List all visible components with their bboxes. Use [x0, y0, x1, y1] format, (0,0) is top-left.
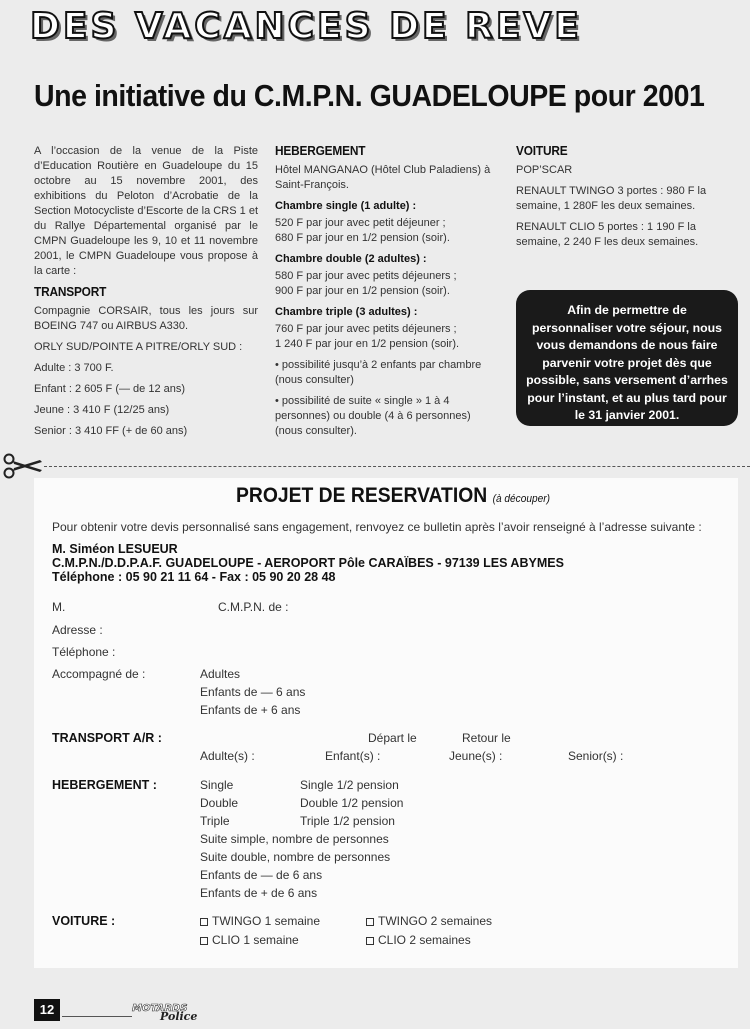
- cut-line: [44, 466, 750, 467]
- accomp-option[interactable]: Adultes: [200, 667, 241, 681]
- intro-text: A l’occasion de la venue de la Piste d’Education Routière en Guadeloupe du 15 octobre au 15 novembre 2001, des exhibitions du Peloton d’Acrobatie de la Section Motocycliste d’Escorte de la CRS 1 et du Rallye Départemental organisé par le CMPN Guadeloupe les 9, 10 et 11 novembre 2001, le CMPN Guadeloupe vous propose à la carte :: [34, 145, 258, 277]
- hotel-text: Hôtel MANGANAO (Hôtel Club Paladiens) à Saint-François.: [275, 164, 491, 191]
- transport-jeune[interactable]: Jeune(s) :: [449, 749, 503, 763]
- triple-line: 1 240 F par jour en 1/2 pension (soir).: [275, 338, 460, 350]
- field-cmpn-label[interactable]: C.M.P.N. de :: [218, 600, 289, 614]
- voiture-column: [516, 144, 740, 256]
- transport-route: ORLY SUD/POINTE A PITRE/ORLY SUD :: [34, 341, 243, 353]
- price-senior: Senior : 3 410 FF (+ de 60 ans): [34, 425, 188, 437]
- svg-text:Police: Police: [160, 1010, 198, 1021]
- heb-option[interactable]: Suite double, nombre de personnes: [200, 850, 391, 864]
- triple-title: Chambre triple (3 adultes) :: [275, 306, 418, 318]
- page-subtitle: Une initiative du C.M.P.N. GUADELOUPE pour 2001: [34, 78, 705, 113]
- heb-option[interactable]: Single: [200, 778, 234, 792]
- transport-enfant[interactable]: Enfant(s) :: [325, 749, 381, 763]
- page-number: 12: [34, 999, 60, 1021]
- depart-field[interactable]: Départ le: [368, 731, 417, 745]
- voiture-heading: VOITURE: [516, 144, 568, 158]
- hebergement-label: HEBERGEMENT :: [52, 778, 157, 792]
- contact-name: M. Siméon LESUEUR: [52, 542, 178, 556]
- transport-adulte[interactable]: Adulte(s) :: [200, 749, 255, 763]
- form-title-text: PROJET DE RESERVATION: [236, 484, 488, 507]
- single-line: 520 F par jour avec petit déjeuner ;: [275, 217, 446, 229]
- triple-line: 760 F par jour avec petits déjeuners ;: [275, 323, 457, 335]
- field-accompagne-label: Accompagné de :: [52, 667, 146, 681]
- checkbox-icon[interactable]: [200, 918, 208, 926]
- voiture-option[interactable]: CLIO 2 semaines: [366, 933, 471, 947]
- voiture-label: VOITURE :: [52, 914, 116, 928]
- field-telephone-label[interactable]: Téléphone :: [52, 645, 116, 659]
- transport-heading: TRANSPORT: [34, 285, 107, 299]
- heb-option[interactable]: Enfants de — de 6 ans: [200, 868, 323, 882]
- voiture-option[interactable]: TWINGO 2 semaines: [366, 914, 492, 928]
- voiture-company: POP’SCAR: [516, 164, 573, 176]
- single-line: 680 F par jour en 1/2 pension (soir).: [275, 232, 450, 244]
- form-instructions: Pour obtenir votre devis personnalisé sans engagement, renvoyez ce bulletin après l’avoir renseigné à l’adresse suivante :: [52, 520, 702, 534]
- voiture-option[interactable]: CLIO 1 semaine: [200, 933, 299, 947]
- hebergement-column: [275, 144, 499, 445]
- twingo-price: RENAULT TWINGO 3 portes : 980 F la semaine, 1 280F les deux semaines.: [516, 185, 707, 212]
- price-adulte: Adulte : 3 700 F.: [34, 362, 114, 374]
- child-note: • possibilité jusqu’à 2 enfants par chambre (nous consulter): [275, 359, 482, 386]
- form-title-note: (à découper): [492, 493, 550, 505]
- scissors-icon: [2, 453, 44, 479]
- form-title: [236, 484, 550, 508]
- footer-rule: [62, 1016, 132, 1017]
- heb-option[interactable]: Triple 1/2 pension: [300, 814, 395, 828]
- svg-text:MOTARDS: MOTARDS: [132, 1003, 188, 1014]
- clio-price: RENAULT CLIO 5 portes : 1 190 F la semaine, 2 240 F les deux semaines.: [516, 221, 699, 248]
- retour-field[interactable]: Retour le: [462, 731, 511, 745]
- field-adresse-label[interactable]: Adresse :: [52, 623, 103, 637]
- checkbox-icon[interactable]: [200, 937, 208, 945]
- transport-company: Compagnie CORSAIR, tous les jours sur BOEING 747 ou AIRBUS A330.: [34, 305, 258, 332]
- heb-option[interactable]: Enfants de + de 6 ans: [200, 886, 318, 900]
- accomp-option[interactable]: Enfants de + 6 ans: [200, 703, 301, 717]
- price-enfant: Enfant : 2 605 F (— de 12 ans): [34, 383, 186, 395]
- callout-box: Afin de permettre de personnaliser votre séjour, nous vous demandons de nous faire parvenir votre projet dès que possible, sans versement d’arrhes pour l’instant, et au plus tard pour le 31 janvier 2001.: [516, 290, 738, 426]
- field-m-label[interactable]: M.: [52, 600, 66, 614]
- heb-option[interactable]: Double: [200, 796, 239, 810]
- heb-option[interactable]: Double 1/2 pension: [300, 796, 404, 810]
- price-jeune: Jeune : 3 410 F (12/25 ans): [34, 404, 170, 416]
- double-line: 580 F par jour avec petits déjeuners ;: [275, 270, 457, 282]
- page-title: DES VACANCES DE REVE: [30, 6, 582, 47]
- transport-senior[interactable]: Senior(s) :: [568, 749, 624, 763]
- contact-phone: Téléphone : 05 90 21 11 64 - Fax : 05 90 20 28 48: [52, 570, 336, 584]
- heb-option[interactable]: Single 1/2 pension: [300, 778, 399, 792]
- heb-option[interactable]: Triple: [200, 814, 230, 828]
- checkbox-icon[interactable]: [366, 918, 374, 926]
- double-title: Chambre double (2 adultes) :: [275, 253, 427, 265]
- hebergement-heading: HEBERGEMENT: [275, 144, 366, 158]
- single-title: Chambre single (1 adulte) :: [275, 200, 417, 212]
- intro-column: [34, 144, 258, 445]
- accomp-option[interactable]: Enfants de — 6 ans: [200, 685, 306, 699]
- heb-option[interactable]: Suite simple, nombre de personnes: [200, 832, 389, 846]
- contact-address: C.M.P.N./D.D.P.A.F. GUADELOUPE - AEROPORT Pôle CARAÏBES - 97139 LES ABYMES: [52, 556, 564, 570]
- double-line: 900 F par jour en 1/2 pension (soir).: [275, 285, 450, 297]
- suite-note: • possibilité de suite « single » 1 à 4 personnes) ou double (4 à 6 personnes) (nous consulter).: [275, 395, 471, 437]
- transport-label: TRANSPORT A/R :: [52, 731, 162, 745]
- checkbox-icon[interactable]: [366, 937, 374, 945]
- voiture-option[interactable]: TWINGO 1 semaine: [200, 914, 320, 928]
- magazine-logo: [130, 1001, 225, 1021]
